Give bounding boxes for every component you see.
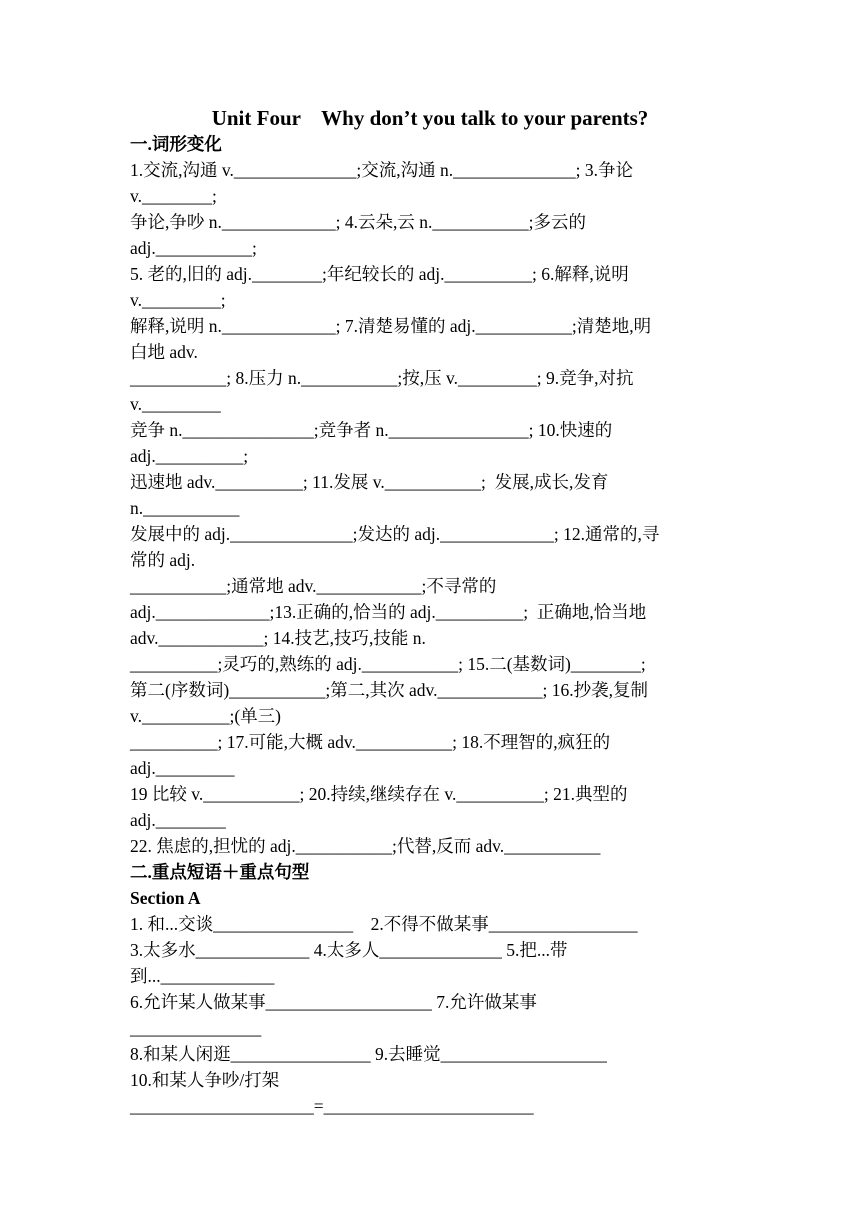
phrase-line: 到..._____________ [130,966,275,986]
section-heading-word-forms: 一.词形变化 [130,134,222,154]
exercise-line: 发展中的 adj.______________;发达的 adj._____________; 12.通常的,寻 [130,524,660,544]
exercise-line: 19 比较 v.___________; 20.持续,继续存在 v.__________; 21.典型的 [130,784,628,804]
exercise-line: 第二(序数词)___________;第二,其次 adv.____________; 16.抄袭,复制 [130,680,649,700]
phrase-line: _______________ [130,1018,262,1038]
worksheet-body [130,131,740,1119]
exercise-line: 22. 焦虑的,担忧的 adj.___________;代替,反而 adv.___________ [130,836,601,856]
section-heading-phrases: 二.重点短语＋重点句型 [130,862,310,882]
exercise-line: adj.__________; [130,446,249,466]
subsection-heading-section-a: Section A [130,888,201,908]
exercise-line: adv.____________; 14.技艺,技巧,技能 n. [130,628,426,648]
phrase-line: _____________________=________________________ [130,1096,534,1116]
exercise-line: 1.交流,沟通 v.______________;交流,沟通 n.______________; 3.争论 [130,160,633,180]
phrase-line: 3.太多水_____________ 4.太多人______________ 5.把...带 [130,940,568,960]
exercise-line: n.___________ [130,498,240,518]
exercise-line: 竞争 n._______________;竞争者 n.________________; 10.快速的 [130,420,613,440]
exercise-line: 常的 adj. [130,550,196,570]
exercise-line: 解释,说明 n._____________; 7.清楚易懂的 adj.___________;清楚地,明 [130,316,652,336]
exercise-line: v._________ [130,394,221,414]
exercise-line: __________; 17.可能,大概 adv.___________; 18.不理智的,疯狂的 [130,732,611,752]
exercise-line: 争论,争吵 n._____________; 4.云朵,云 n.___________;多云的 [130,212,586,232]
phrase-line: 10.和某人争吵/打架 [130,1070,280,1090]
page-title: Unit Four Why don’t you talk to your parents? [211,106,649,130]
exercise-line: ___________; 8.压力 n.___________;按,压 v._________; 9.竞争,对抗 [130,368,634,388]
exercise-line: v.________; [130,186,217,206]
exercise-line: adj._________ [130,758,235,778]
exercise-line: 白地 adv. [130,342,198,362]
phrase-line: 1. 和...交谈________________ 2.不得不做某事_________________ [130,914,638,934]
exercise-line: v._________; [130,290,226,310]
exercise-line: adj.________ [130,810,226,830]
exercise-line: 迅速地 adv.__________; 11.发展 v.___________; 发展,成长,发育 [130,472,609,492]
exercise-line: adj._____________;13.正确的,恰当的 adj.__________; 正确地,恰当地 [130,602,647,622]
phrase-line: 8.和某人闲逛________________ 9.去睡觉___________________ [130,1044,607,1064]
exercise-line: v.__________;(单三) [130,706,282,726]
exercise-line: 5. 老的,旧的 adj.________;年纪较长的 adj.__________; 6.解释,说明 [130,264,629,284]
exercise-line: adj.___________; [130,238,257,258]
phrase-line: 6.允许某人做某事___________________ 7.允许做某事 [130,992,537,1012]
exercise-line: ___________;通常地 adv.____________;不寻常的 [130,576,497,596]
exercise-line: __________;灵巧的,熟练的 adj.___________; 15.二(基数词)________; [130,654,646,674]
